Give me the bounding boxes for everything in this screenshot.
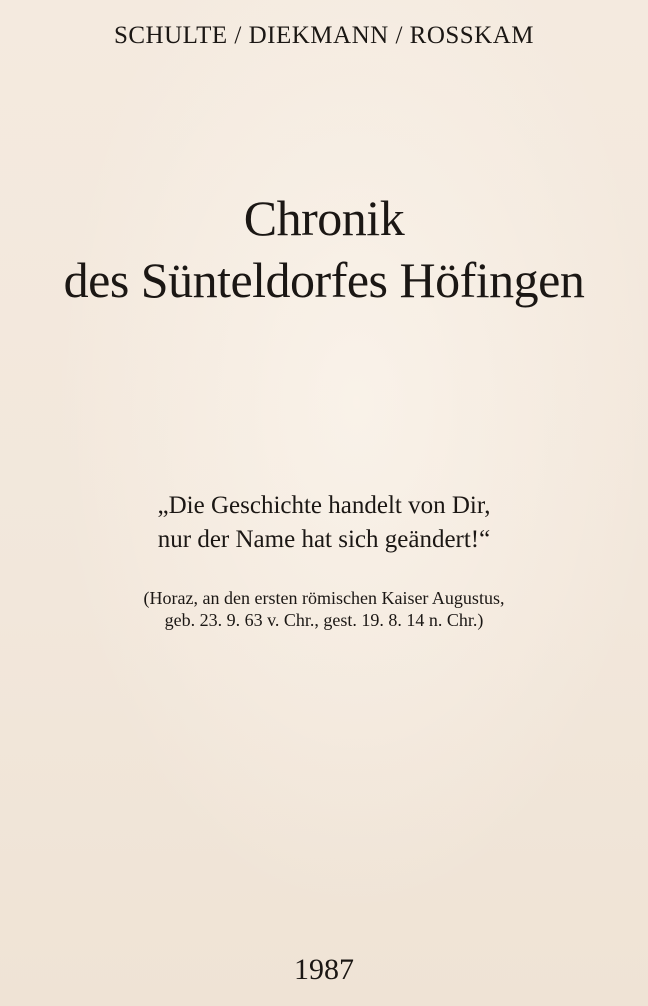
epigraph-attribution-line-2: geb. 23. 9. 63 v. Chr., gest. 19. 8. 14 n. Chr.) xyxy=(164,610,484,630)
publication-year: 1987 xyxy=(294,953,354,986)
epigraph-attribution-line-1: (Horaz, an den ersten römischen Kaiser Augustus, xyxy=(143,588,505,608)
title-line-2: des Sünteldorfes Höfingen xyxy=(63,252,585,308)
epigraph-line-2: nur der Name hat sich geändert!“ xyxy=(157,526,491,553)
epigraph-line-1: „Die Geschichte handelt von Dir, xyxy=(157,492,491,519)
authors-line: SCHULTE / DIEKMANN / ROSSKAM xyxy=(113,22,535,49)
title-line-1: Chronik xyxy=(243,190,405,246)
